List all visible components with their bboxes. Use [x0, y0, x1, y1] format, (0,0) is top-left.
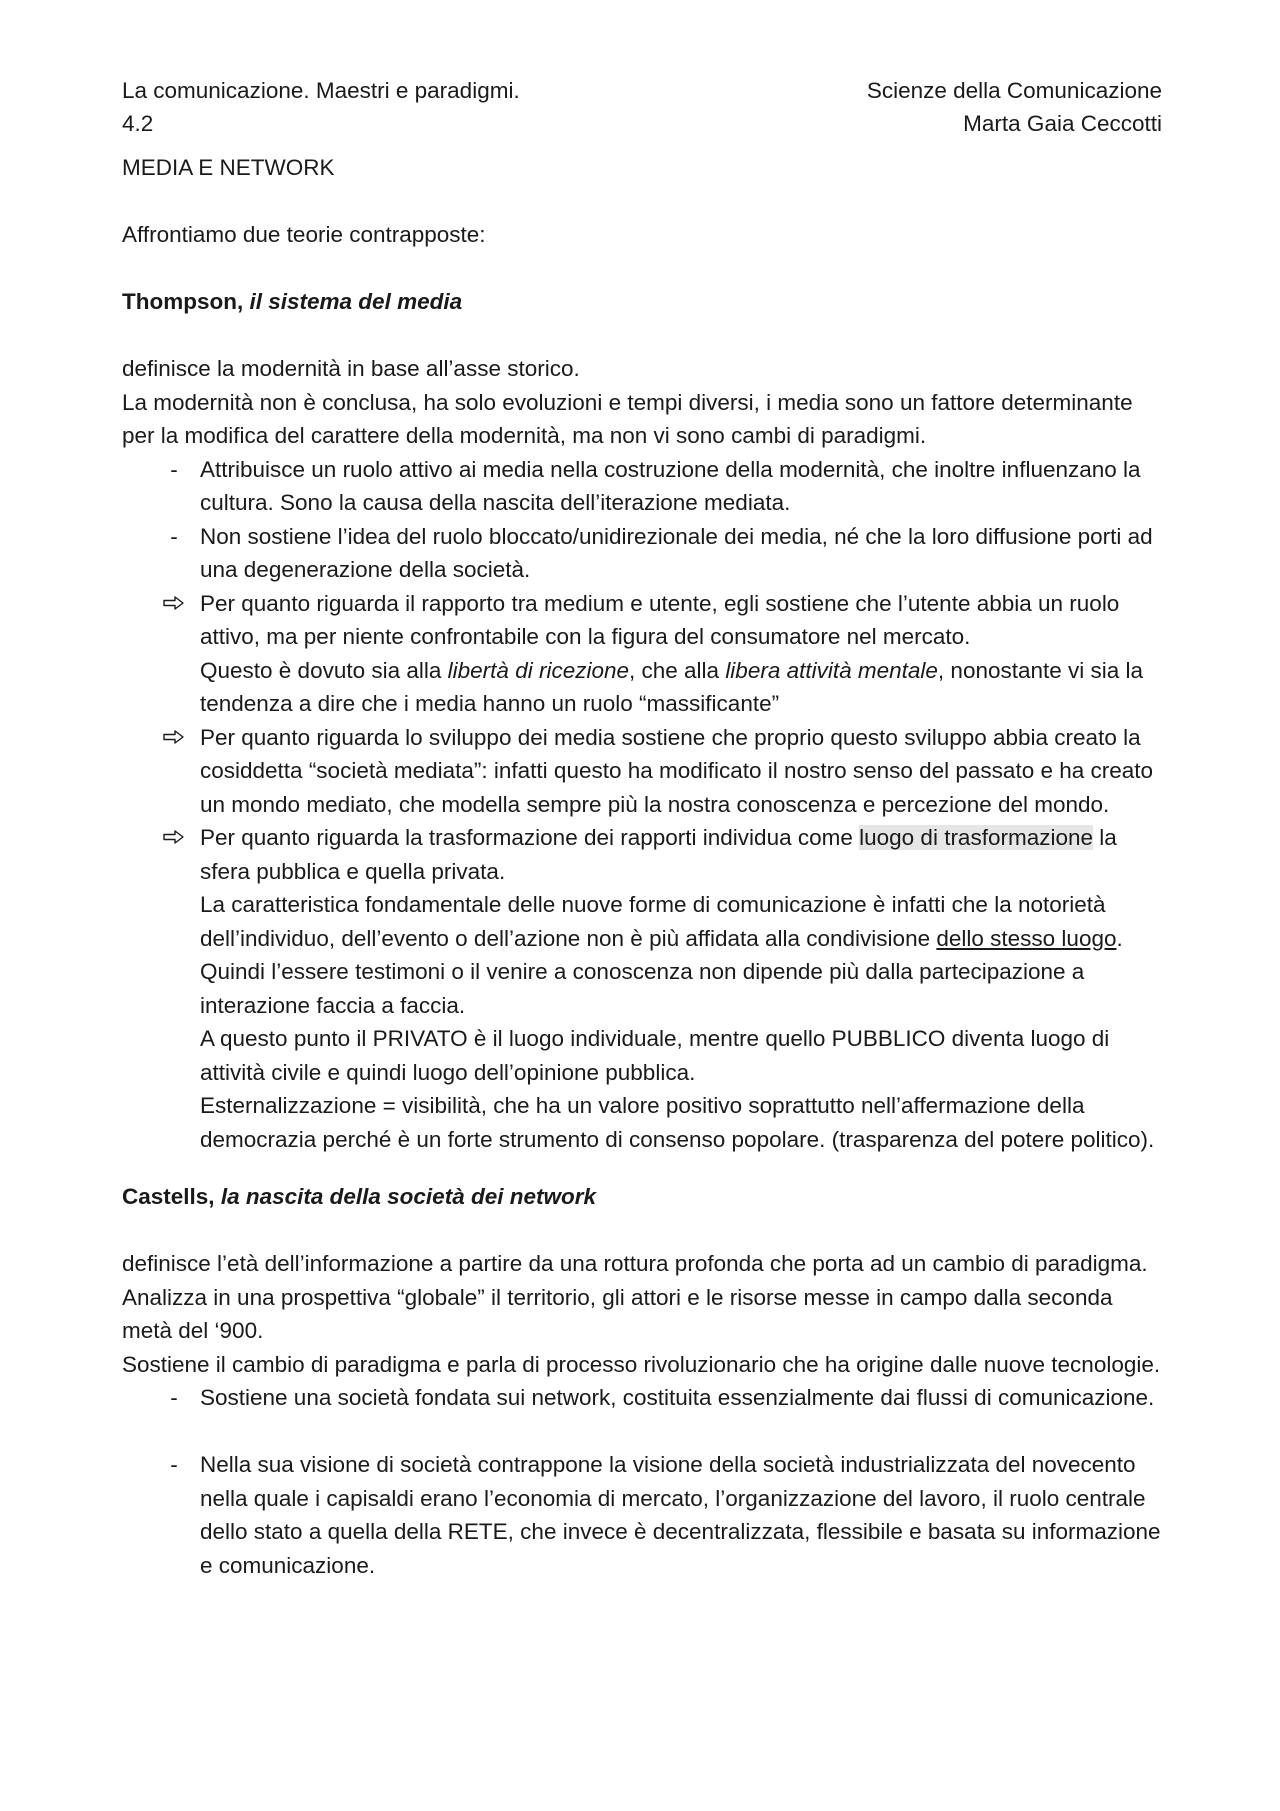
text-run: Per quanto riguarda la trasformazione dei rapporti individua come [200, 825, 860, 850]
thompson-name: Thompson, [122, 289, 244, 314]
document-title: MEDIA E NETWORK [122, 155, 335, 180]
castells-name: Castells, [122, 1184, 215, 1209]
author-name: Marta Gaia Ceccotti [963, 111, 1162, 136]
thompson-paragraph-2: La modernità non è conclusa, ha solo evoluzioni e tempi diversi, i media sono un fattore determinante per la modifica del carattere della modernità, ma non vi sono cambi di paradigmi. [122, 389, 1133, 448]
italic-term: libera attività mentale [725, 657, 938, 683]
thompson-dash-2: Non sostiene l’idea del ruolo bloccato/unidirezionale dei media, né che la loro diffusione porti ad una degenerazione della società. [200, 523, 1153, 582]
castells-paragraph-3: Sostiene il cambio di paradigma e parla di processo rivoluzionario che ha origine dalle nuove tecnologie. [122, 1351, 1161, 1377]
header-right [867, 74, 1162, 140]
intro-line: Affrontiamo due teorie contrapposte: [122, 222, 486, 247]
list-item [122, 453, 1162, 520]
thompson-arrow-3-detail-1 [200, 888, 1162, 955]
thompson-arrow-3-detail-4: Esternalizzazione = visibilità, che ha un valore positivo soprattutto nell’affermazione della democrazia perché è un forte strumento di consenso popolare. (trasparenza del potere politico). [200, 1093, 1155, 1152]
thompson-dash-1: Attribuisce un ruolo attivo ai media nella costruzione della modernità, che inoltre influenzano la cultura. Sono la causa della nascita dell’iterazione mediata. [200, 456, 1141, 515]
text-run: Questo è dovuto sia alla [200, 657, 448, 683]
thompson-arrow-3-text [200, 821, 1162, 888]
thompson-arrow-3-detail-2: Quindi l’essere testimoni o il venire a conoscenza non dipende più dalla partecipazione a interazione faccia a faccia. [200, 959, 1085, 1018]
list-item [122, 721, 1162, 822]
department-name: Scienze della Comunicazione [866, 78, 1162, 103]
castells-list [122, 1381, 1162, 1582]
castells-paragraph-1: definisce l’età dell’informazione a partire da una rottura profonda che porta ad un cambio di paradigma. [122, 1251, 1148, 1276]
thompson-heading [122, 285, 1162, 319]
castells-subtitle: la nascita della società dei network [220, 1184, 596, 1209]
arrow-right-icon [162, 587, 186, 621]
text-run: , che alla [629, 657, 726, 683]
thompson-arrow-2-text: Per quanto riguarda lo sviluppo dei media sostiene che proprio questo sviluppo abbia creato la cosiddetta “società mediata”: infatti questo ha modificato il nostro senso del passato e ha creato un mondo mediato, che modella sempre più la nostra conoscenza e percezione del mondo. [200, 724, 1154, 817]
dash-marker: - [170, 456, 178, 482]
castells-dash-2: Nella sua visione di società contrappone la visione della società industrializzata del novecento nella quale i capisaldi erano l’economia di mercato, l’organizzazione del lavoro, il ruolo centrale dello stato a quella della RETE, che invece è decentralizzata, flessibile e basata su informazione e comunicazione. [200, 1452, 1161, 1578]
thompson-arrow-1-text: Per quanto riguarda il rapporto tra medium e utente, egli sostiene che l’utente abbia un ruolo attivo, ma per niente confrontabile con la figura del consumatore nel mercato. [200, 590, 1120, 649]
castells-section [122, 1247, 1162, 1582]
italic-term: libertà di ricezione [447, 657, 629, 683]
castells-heading [122, 1180, 1162, 1214]
thompson-arrow-3-detail-3: A questo punto il PRIVATO è il luogo individuale, mentre quello PUBBLICO diventa luogo di attività civile e quindi luogo dell’opinione pubblica. [200, 1026, 1110, 1085]
highlighted-term: luogo di trasformazione [859, 825, 1094, 850]
list-item [122, 587, 1162, 721]
list-item [122, 1381, 1162, 1415]
thompson-list [122, 453, 1162, 1157]
text-run: La caratteristica fondamentale delle nuove forme di comunicazione è infatti che la notorietà dell’individuo, dell’evento o dell’azione non è più affidata alla condivisione [200, 892, 1106, 951]
dash-marker: - [170, 1385, 178, 1410]
section-number: 4.2 [122, 111, 154, 136]
thompson-arrow-1-detail [200, 654, 1162, 721]
list-item [122, 1448, 1162, 1582]
underlined-term: dello stesso luogo [936, 925, 1117, 951]
castells-paragraph-2: Analizza in una prospettiva “globale” il territorio, gli attori e le risorse messe in campo dalla seconda metà del ‘900. [122, 1284, 1113, 1343]
course-title: La comunicazione. Maestri e paradigmi. [122, 78, 520, 103]
dash-marker: - [170, 1452, 178, 1477]
header-left [122, 74, 520, 140]
thompson-paragraph-1: definisce la modernità in base all’asse storico. [122, 356, 580, 381]
text-run: . [1116, 925, 1123, 951]
dash-marker: - [170, 523, 178, 549]
thompson-subtitle: il sistema del media [249, 289, 463, 314]
list-item [122, 821, 1162, 1156]
castells-dash-1: Sostiene una società fondata sui network, costituita essenzialmente dai flussi di comunicazione. [200, 1385, 1155, 1410]
list-item [122, 520, 1162, 587]
thompson-section [122, 352, 1162, 1156]
arrow-right-icon [162, 721, 186, 755]
arrow-right-icon [162, 821, 186, 855]
text-run: la sfera pubblica e quella privata. [200, 825, 1117, 884]
text-run: , nonostante vi sia la tendenza a dire che i media hanno un ruolo “massificante” [200, 657, 1144, 716]
